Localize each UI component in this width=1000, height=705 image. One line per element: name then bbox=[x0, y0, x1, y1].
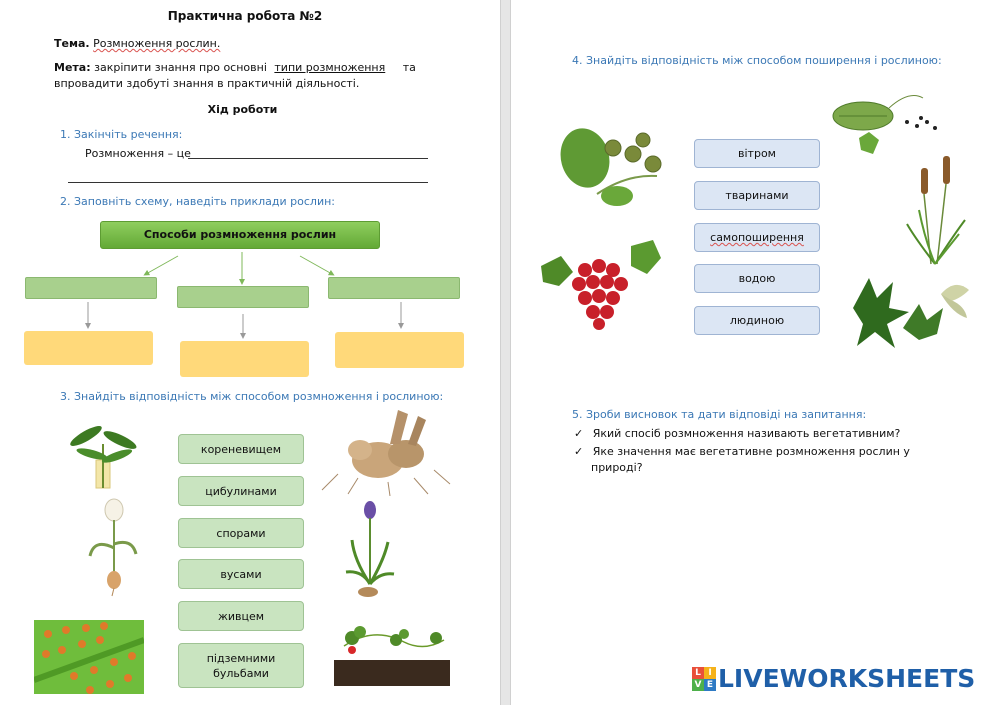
goal-text: закріпити знання про основні bbox=[94, 61, 267, 74]
topic-text: Розмноження рослин. bbox=[93, 37, 221, 50]
answer-line-2[interactable] bbox=[68, 182, 428, 183]
goal-text-and: та bbox=[402, 61, 416, 74]
option-spores[interactable]: спорами bbox=[178, 518, 304, 548]
option-runners[interactable]: вусами bbox=[178, 559, 304, 589]
example-box-center[interactable] bbox=[180, 341, 309, 377]
task5-q2-text: Яке значення має вегетативне розмноження рослин у bbox=[592, 445, 910, 458]
cattail-icon bbox=[905, 148, 969, 266]
option-self-dispersal[interactable] bbox=[694, 223, 820, 252]
maple-samara-icon bbox=[843, 268, 973, 360]
example-box-left[interactable] bbox=[24, 331, 153, 365]
viburnum-berries-icon bbox=[535, 236, 669, 332]
task5-question-2 bbox=[574, 444, 910, 460]
task1-heading: 1. Закінчіть речення: bbox=[60, 128, 183, 141]
task3-heading: 3. Знайдіть відповідність між способом розмноження і рослиною: bbox=[60, 390, 444, 403]
page-gutter bbox=[500, 0, 511, 705]
badge-letter-l: L bbox=[692, 667, 704, 679]
option-tubers[interactable]: підземними бульбами bbox=[178, 643, 304, 688]
worksheet-page-right bbox=[511, 0, 1000, 705]
option-animals[interactable]: тваринами bbox=[694, 181, 820, 210]
task5-question-1 bbox=[574, 426, 900, 442]
option-wind[interactable]: вітром bbox=[694, 139, 820, 168]
goal-line bbox=[54, 60, 434, 76]
task1-sentence: Розмноження – це bbox=[85, 147, 191, 160]
option-humans[interactable]: людиною bbox=[694, 306, 820, 335]
arrow-left bbox=[146, 256, 178, 274]
scheme-box-right[interactable] bbox=[328, 277, 460, 299]
ginger-rhizome-icon bbox=[318, 404, 454, 496]
option-self-dispersal-label: самопоширення bbox=[710, 231, 804, 244]
fern-spores-icon bbox=[34, 620, 144, 694]
procedure-heading: Хід роботи bbox=[207, 103, 278, 116]
answer-line-1[interactable] bbox=[188, 158, 428, 159]
iris-icon bbox=[342, 500, 398, 604]
strawberry-runner-icon bbox=[334, 616, 450, 686]
task5-heading: 5. Зроби висновок та дати відповіді на запитання: bbox=[572, 408, 867, 421]
topic-label: Тема bbox=[54, 37, 86, 50]
scheme-title: Способи розмноження рослин bbox=[100, 221, 380, 249]
leafy-cutting-icon bbox=[62, 414, 142, 492]
option-cutting[interactable]: живцем bbox=[178, 601, 304, 631]
task5-q1-text: Який спосіб розмноження називають вегетативним? bbox=[592, 427, 901, 440]
task2-heading: 2. Заповніть схему, наведіть приклади рослин: bbox=[60, 195, 336, 208]
option-rhizome[interactable]: кореневищем bbox=[178, 434, 304, 464]
option-bulbs[interactable]: цибулинами bbox=[178, 476, 304, 506]
goal-label: Мета: bbox=[54, 61, 91, 74]
scheme-box-center[interactable] bbox=[177, 286, 309, 308]
scheme-box-left[interactable] bbox=[25, 277, 157, 299]
liveworksheets-badge-icon bbox=[692, 667, 716, 691]
goal-line-2: впровадити здобуті знання в практичній діяльності. bbox=[54, 77, 360, 90]
check-icon: ✓ bbox=[574, 427, 584, 440]
badge-letter-v: V bbox=[692, 679, 704, 691]
worksheet-title: Практична робота №2 bbox=[167, 9, 323, 23]
goal-link: типи розмноження bbox=[274, 61, 386, 74]
task5-q2-line2: природі? bbox=[591, 461, 643, 474]
check-icon: ✓ bbox=[574, 445, 584, 458]
tulip-bulb-icon bbox=[84, 498, 144, 598]
liveworksheets-logo: LIVEWORKSHEETS bbox=[718, 664, 976, 693]
example-box-right[interactable] bbox=[335, 332, 464, 368]
badge-letter-e: E bbox=[704, 679, 716, 691]
arrow-right bbox=[300, 256, 332, 274]
badge-letter-i: I bbox=[704, 667, 716, 679]
option-water[interactable]: водою bbox=[694, 264, 820, 293]
burdock-icon bbox=[557, 124, 667, 208]
topic-line: Тема. Розмноження рослин. bbox=[54, 37, 221, 50]
task4-heading: 4. Знайдіть відповідність між способом поширення і рослиною: bbox=[572, 54, 942, 67]
